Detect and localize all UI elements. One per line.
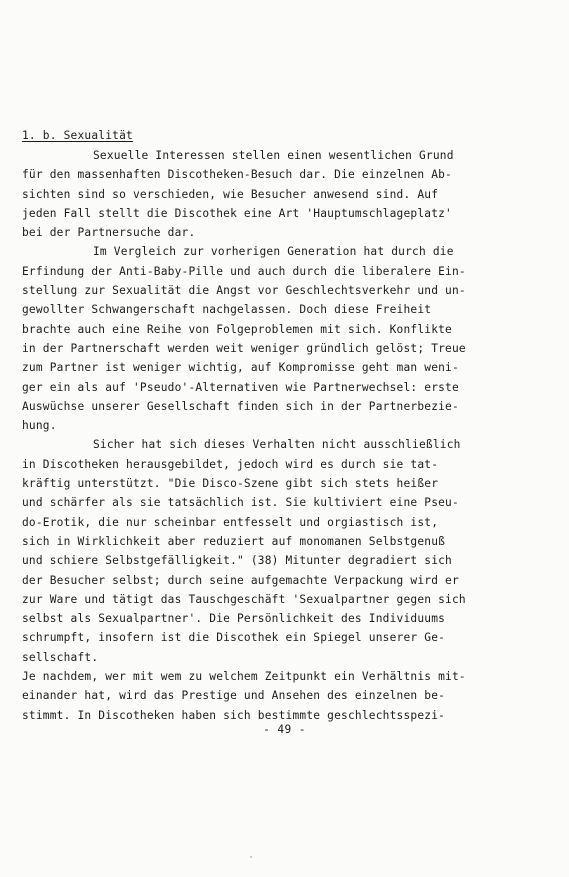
text-line: ger ein als auf 'Pseudo'-Alternativen wie Partnerwechsel: erste (22, 380, 459, 394)
text-line: do-Erotik, die nur scheinbar entfesselt und orgiastisch ist, (22, 515, 439, 529)
text-line: hung. (22, 419, 57, 433)
text-line: brachte auch eine Reihe von Folgeproblemen mit sich. Konflikte (22, 322, 452, 336)
text-line: und schärfer als sie tatsächlich ist. Sie kultiviert eine Pseu- (22, 496, 459, 510)
text-line: und schiere Selbstgefälligkeit." (38) Mitunter degradiert sich (22, 554, 452, 568)
text-line: jeden Fall stellt die Discothek eine Art 'Hauptumschlageplatz' (22, 206, 452, 220)
text-line: zur Ware und tätigt das Tauschgeschäft 'Sexualpartner gegen sich (22, 592, 466, 606)
text-line: sellschaft. (22, 650, 99, 664)
section-heading: 1. b. Sexualität (22, 129, 133, 142)
text-line: Sicher hat sich dieses Verhalten nicht ausschließlich (93, 438, 461, 452)
text-line: in Discotheken herausgebildet, jedoch wird es durch sie tat- (22, 457, 439, 471)
text-line: stimmt. In Discotheken haben sich bestimmte geschlechtsspezi- (22, 708, 446, 722)
text-line: sich in Wirklichkeit aber reduziert auf monomanen Selbstgenuß (22, 534, 446, 548)
text-line: stellung zur Sexualität die Angst vor Geschlechtsverkehr und un- (22, 284, 466, 298)
text-line: bei der Partnersuche dar. (22, 226, 196, 240)
scan-speck (250, 856, 252, 858)
text-line: kräftig unterstützt. "Die Disco-Szene gibt sich stets heißer (22, 477, 439, 491)
text-line: sichten sind so verschieden, wie Besucher anwesend sind. Auf (22, 187, 439, 201)
text-line: Auswüchse unserer Gesellschaft finden sich in der Partnerbezie- (22, 399, 459, 413)
text-line: in der Partnerschaft werden weit weniger gründlich gelöst; Treue (22, 341, 466, 355)
text-line: zum Partner ist weniger wichtig, auf Kompromisse geht man weni- (22, 361, 459, 375)
text-line: der Besucher selbst; durch seine aufgemachte Verpackung wird er (22, 573, 459, 587)
body-text (0, 146, 569, 725)
text-line: einander hat, wird das Prestige und Ansehen des einzelnen be- (22, 689, 446, 703)
page-number: - 49 - (263, 723, 306, 736)
text-line: schrumpft, insofern ist die Discothek ein Spiegel unserer Ge- (22, 631, 446, 645)
text-line: Erfindung der Anti-Baby-Pille und auch durch die liberalere Ein- (22, 264, 466, 278)
text-line: für den massenhaften Discotheken-Besuch dar. Die einzelnen Ab- (22, 168, 452, 182)
text-line: gewollter Schwangerschaft nachgelassen. Doch diese Freiheit (22, 303, 432, 317)
text-line: Je nachdem, wer mit wem zu welchem Zeitpunkt ein Verhältnis mit- (22, 670, 466, 684)
text-line: Sexuelle Interessen stellen einen wesentlichen Grund (93, 149, 454, 162)
text-line: selbst als Sexualpartner'. Die Persönlichkeit des Individuums (22, 612, 446, 626)
text-line: Im Vergleich zur vorherigen Generation hat durch die (93, 245, 454, 259)
